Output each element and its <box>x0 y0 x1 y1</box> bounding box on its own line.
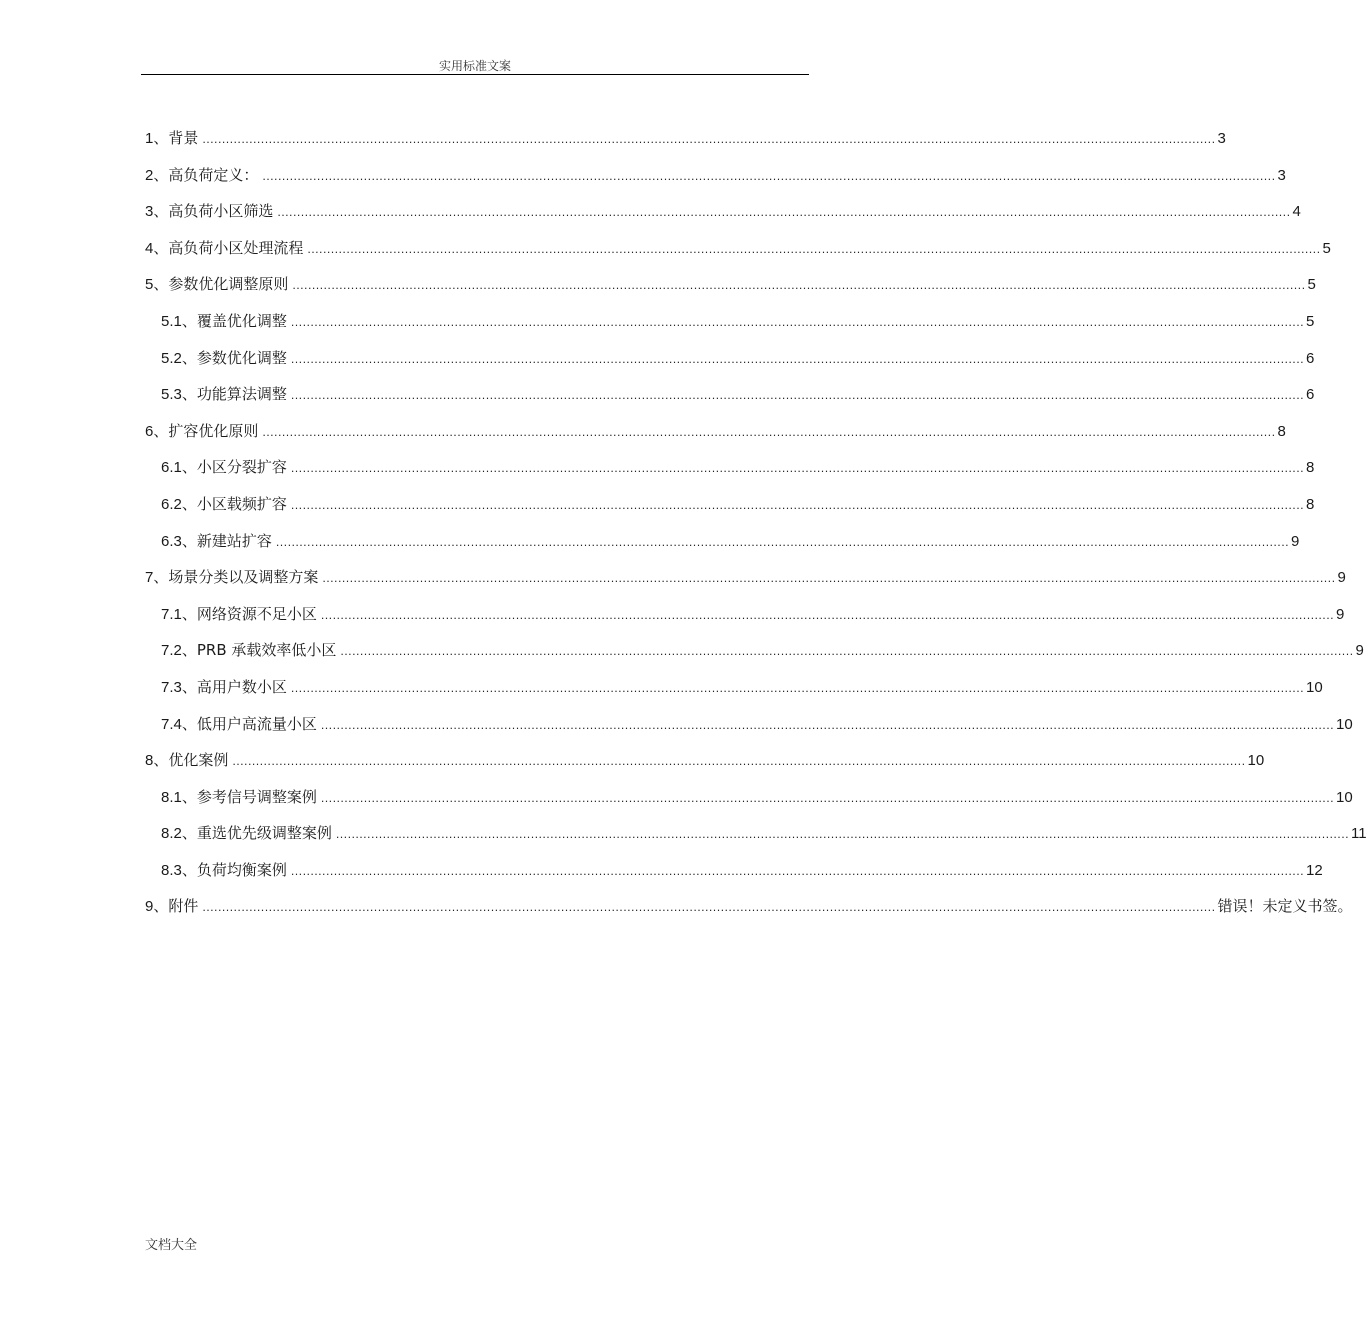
toc-entry-page: 3 <box>1217 130 1226 147</box>
toc-dot-leader: .................................................................................................................................................................................................................................................................... <box>320 608 1334 622</box>
toc-entry[interactable] <box>145 530 1300 567</box>
toc-entry-number: 8.2、 <box>161 825 197 843</box>
toc-dot-leader: .................................................................................................................................................................................................................................................................... <box>290 389 1304 403</box>
toc-entry[interactable] <box>145 383 1315 420</box>
toc-entry-title: 参考信号调整案例 <box>196 787 317 806</box>
toc-dot-leader: .................................................................................................................................................................................................................................................................... <box>322 572 1336 586</box>
toc-dot-leader: .................................................................................................................................................................................................................................................................... <box>320 718 1334 732</box>
table-of-contents <box>145 127 1367 932</box>
toc-entry-page: 5 <box>1322 239 1331 257</box>
toc-dot-leader: .................................................................................................................................................................................................................................................................... <box>290 864 1304 878</box>
toc-entry-number: 9、 <box>145 898 169 916</box>
toc-entry-page: 5 <box>1306 312 1315 330</box>
toc-entry-title: 网络资源不足小区 <box>196 604 317 623</box>
toc-entry-page: 8 <box>1277 422 1286 440</box>
toc-entry-number: 5.3、 <box>161 386 197 404</box>
toc-entry-number: 7.3、 <box>161 678 197 696</box>
toc-entry-page: 8 <box>1306 459 1315 477</box>
toc-dot-leader: .................................................................................................................................................................................................................................................................... <box>307 242 1321 256</box>
toc-entry-page: 12 <box>1306 861 1323 879</box>
toc-dot-leader: .................................................................................................................................................................................................................................................................... <box>290 352 1304 366</box>
toc-entry-number: 6.2、 <box>161 495 197 513</box>
toc-entry[interactable] <box>145 420 1286 457</box>
toc-entry-title: 小区分裂扩容 <box>196 458 287 477</box>
toc-dot-leader: .................................................................................................................................................................................................................................................................... <box>320 791 1334 805</box>
toc-entry-title: 负荷均衡案例 <box>196 860 287 879</box>
toc-entry[interactable] <box>145 456 1315 493</box>
toc-entry-title: 参数优化调整原则 <box>168 275 289 294</box>
toc-entry-page: 10 <box>1336 788 1353 806</box>
toc-entry-title: 低用户高流量小区 <box>196 714 317 733</box>
toc-entry-title: 覆盖优化调整 <box>196 311 287 330</box>
toc-dot-leader: .................................................................................................................................................................................................................................................................... <box>277 206 1291 220</box>
toc-entry-number: 5.2、 <box>161 349 197 367</box>
toc-entry-number: 5、 <box>145 276 169 294</box>
toc-entry-page: 10 <box>1247 752 1265 770</box>
toc-entry-number: 6.3、 <box>161 532 197 550</box>
toc-entry-number: 2、 <box>145 166 169 184</box>
toc-entry[interactable] <box>145 822 1367 859</box>
toc-dot-leader: .................................................................................................................................................................................................................................................................... <box>340 645 1354 659</box>
toc-entry-page: 8 <box>1306 495 1315 513</box>
toc-entry-page: 10 <box>1306 678 1323 696</box>
toc-entry-page: 11 <box>1351 825 1367 843</box>
toc-entry-number: 7.1、 <box>161 605 197 623</box>
toc-entry[interactable] <box>145 713 1353 750</box>
toc-entry-number: 8、 <box>145 752 169 770</box>
toc-entry-title: PRB 承载效率低小区 <box>196 641 337 660</box>
toc-entry-page: 10 <box>1336 715 1353 733</box>
toc-entry-page: 9 <box>1336 605 1345 623</box>
toc-entry[interactable] <box>145 566 1346 603</box>
toc-entry[interactable] <box>145 676 1323 713</box>
toc-dot-leader: .................................................................................................................................................................................................................................................................... <box>275 535 1289 549</box>
toc-dot-leader: .................................................................................................................................................................................................................................................................... <box>262 169 1276 183</box>
toc-dot-leader: .................................................................................................................................................................................................................................................................... <box>335 828 1349 842</box>
toc-entry-title: 高负荷定义： <box>168 165 259 184</box>
toc-entry-number: 8.3、 <box>161 861 197 879</box>
toc-entry[interactable] <box>145 639 1364 676</box>
toc-entry-title: 高负荷小区处理流程 <box>168 238 304 257</box>
toc-entry-number: 7、 <box>145 569 169 587</box>
toc-dot-leader: .................................................................................................................................................................................................................................................................... <box>292 279 1306 293</box>
toc-entry[interactable] <box>145 164 1286 201</box>
toc-entry-page: 5 <box>1307 276 1316 294</box>
toc-entry-number: 1、 <box>145 130 169 147</box>
toc-entry[interactable] <box>145 493 1315 530</box>
toc-entry-number: 7.4、 <box>161 715 197 733</box>
toc-entry-page: 4 <box>1292 203 1301 221</box>
toc-entry-title: 功能算法调整 <box>196 385 287 404</box>
toc-entry-number: 7.2、 <box>161 642 197 660</box>
header-title: 实用标准文案 <box>438 59 511 73</box>
toc-entry-page: 6 <box>1306 386 1315 404</box>
toc-dot-leader: .................................................................................................................................................................................................................................................................... <box>290 681 1304 695</box>
toc-dot-leader: .................................................................................................................................................................................................................................................................... <box>202 901 1216 915</box>
toc-entry-page: 9 <box>1337 569 1346 587</box>
toc-entry-page: 3 <box>1277 166 1286 184</box>
toc-entry-number: 6.1、 <box>161 459 197 477</box>
toc-entry[interactable] <box>145 749 1265 786</box>
toc-entry[interactable] <box>145 237 1331 274</box>
toc-entry[interactable] <box>145 347 1315 384</box>
toc-dot-leader: .................................................................................................................................................................................................................................................................... <box>290 462 1304 476</box>
toc-entry[interactable] <box>145 273 1316 310</box>
toc-dot-leader: .................................................................................................................................................................................................................................................................... <box>232 755 1246 769</box>
toc-entry-title: 高用户数小区 <box>196 677 287 696</box>
toc-entry-number: 3、 <box>145 203 169 221</box>
toc-entry-page: 9 <box>1355 642 1364 660</box>
toc-entry-title: 高负荷小区筛选 <box>168 202 274 221</box>
toc-entry[interactable] <box>145 310 1315 347</box>
toc-entry[interactable] <box>145 786 1353 823</box>
toc-entry-title: 重选优先级调整案例 <box>196 824 332 843</box>
toc-dot-leader: .................................................................................................................................................................................................................................................................... <box>290 315 1304 329</box>
page-header <box>141 56 809 75</box>
toc-entry-page: 6 <box>1306 349 1315 367</box>
toc-dot-leader: .................................................................................................................................................................................................................................................................... <box>202 133 1216 146</box>
toc-entry-title: 小区载频扩容 <box>196 494 287 513</box>
page-footer: 文档大全 <box>145 1238 198 1253</box>
toc-entry[interactable] <box>145 859 1323 896</box>
toc-entry[interactable] <box>145 895 1353 932</box>
toc-entry-number: 5.1、 <box>161 312 197 330</box>
toc-entry[interactable] <box>145 603 1345 640</box>
toc-entry-title: 场景分类以及调整方案 <box>168 568 319 587</box>
toc-dot-leader: .................................................................................................................................................................................................................................................................... <box>262 425 1276 439</box>
toc-entry-number: 6、 <box>145 422 169 440</box>
toc-entry-title: 新建站扩容 <box>196 531 272 550</box>
toc-entry[interactable] <box>145 200 1301 237</box>
toc-entry-page: 9 <box>1291 532 1300 550</box>
toc-entry-title: 优化案例 <box>168 751 229 770</box>
toc-entry-title: 附件 <box>168 897 199 916</box>
toc-entry-number: 8.1、 <box>161 788 197 806</box>
toc-entry[interactable] <box>145 127 1226 164</box>
toc-entry-page: 错误！未定义书签。 <box>1217 898 1353 916</box>
toc-dot-leader: .................................................................................................................................................................................................................................................................... <box>290 498 1304 512</box>
toc-entry-title: 扩容优化原则 <box>168 421 259 440</box>
toc-entry-number: 4、 <box>145 239 169 257</box>
toc-entry-title: 参数优化调整 <box>196 348 287 367</box>
toc-entry-title: 背景 <box>168 129 199 147</box>
